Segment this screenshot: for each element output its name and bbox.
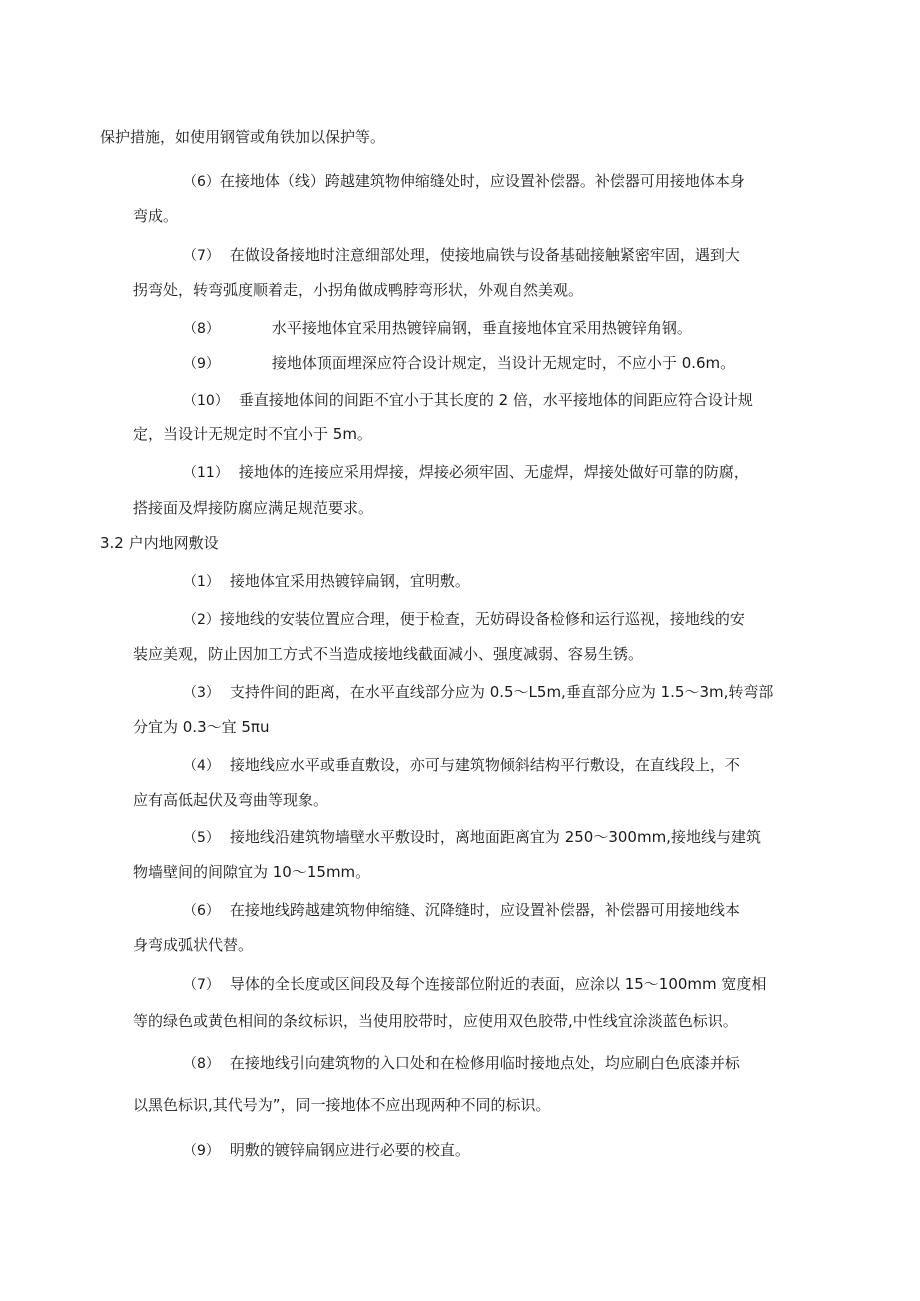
paragraph-line: 定，当设计无规定时不宜小于 5m。 [133, 425, 372, 443]
paragraph-line: 物墙壁间的间隙宜为 10～15mm。 [133, 863, 371, 881]
item-number: （9） [183, 1143, 220, 1159]
item-number: （9） [183, 356, 220, 372]
item-number: （7） [183, 977, 220, 993]
item-text: 支持件间的距离，在水平直线部分应为 0.5～L5m,垂直部分应为 1.5～3m,转弯部 [229, 683, 774, 701]
paragraph-line: 身弯成弧状代替。 [133, 936, 254, 954]
item-number: （11） [183, 465, 229, 481]
paragraph-line: 应有高低起伏及弯曲等现象。 [133, 791, 329, 809]
paragraph-line [183, 570, 470, 593]
item-number: （6） [183, 174, 220, 190]
item-text: 在做设备接地时注意细部处理，使接地扁铁与设备基础接触紧密牢固，遇到大 [229, 246, 740, 264]
item-number: （5） [183, 830, 220, 846]
item-number: （8） [183, 321, 220, 337]
paragraph-line [183, 608, 745, 631]
item-text: 导体的全长度或区间段及每个连接部位附近的表面，应涂以 15～100mm 宽度相 [229, 975, 767, 993]
item-text: 明敷的镀锌扁钢应进行必要的校直。 [229, 1141, 470, 1159]
item-number: （3） [183, 685, 220, 701]
item-text: 接地体顶面埋深应符合设计规定，当设计无规定时，不应小于 0.6m。 [271, 354, 736, 372]
paragraph-line [183, 244, 740, 267]
paragraph-line [183, 899, 740, 922]
paragraph-line [183, 681, 773, 704]
paragraph-line [183, 1052, 740, 1075]
item-text: 接地线的安装位置应合理，便于检查，无妨碍设备检修和运行巡视，接地线的安 [219, 610, 745, 628]
item-number: （8） [183, 1056, 220, 1072]
item-number: （10） [183, 393, 229, 409]
paragraph-line: 弯成。 [133, 207, 179, 225]
paragraph-line: 以黑色标识,其代号为”，同一接地体不应出现两种不同的标识。 [133, 1096, 551, 1114]
item-text: 在接地线引向建筑物的入口处和在检修用临时接地点处，均应刷白色底漆并标 [229, 1054, 740, 1072]
item-text: 接地体宜采用热镀锌扁钢，宜明敷。 [229, 572, 470, 590]
item-text: 水平接地体宜采用热镀锌扁钢，垂直接地体宜采用热镀锌角钢。 [271, 319, 692, 337]
paragraph-line [183, 754, 740, 777]
paragraph-line: 保护措施，如使用钢管或角铁加以保护等。 [100, 128, 386, 146]
paragraph-line [183, 973, 766, 996]
paragraph-line [183, 352, 735, 375]
item-text: 垂直接地体间的间距不宜小于其长度的 2 倍，水平接地体的间距应符合设计规 [238, 391, 753, 409]
paragraph-line: 拐弯处，转弯弧度顺着走，小拐角做成鸭脖弯形状，外观自然美观。 [133, 281, 584, 299]
item-number: （6） [183, 903, 220, 919]
paragraph-line [183, 1139, 470, 1162]
paragraph-line [183, 826, 761, 849]
item-number: （7） [183, 248, 220, 264]
item-number: （4） [183, 758, 220, 774]
section-heading: 3.2 户内地网敷设 [100, 534, 219, 552]
item-number: （2） [183, 612, 220, 628]
paragraph-line [183, 317, 692, 340]
item-text: 接地线应水平或垂直敷设，亦可与建筑物倾斜结构平行敷设，在直线段上，不 [229, 756, 740, 774]
item-text: 接地线沿建筑物墙壁水平敷设时，离地面距离宜为 250～300mm,接地线与建筑 [229, 828, 761, 846]
item-text: 在接地体（线）跨越建筑物伸缩缝处时，应设置补偿器。补偿器可用接地体本身 [219, 172, 745, 190]
paragraph-line: 等的绿色或黄色相间的条纹标识，当使用胶带时，应使用双色胶带,中性线宜涂淡蓝色标识。 [133, 1012, 738, 1030]
paragraph-line [183, 461, 749, 484]
paragraph-line [183, 170, 745, 193]
item-text: 接地体的连接应采用焊接，焊接必须牢固、无虚焊，焊接处做好可靠的防腐， [238, 463, 749, 481]
paragraph-line: 分宜为 0.3～宜 5πu [133, 718, 270, 736]
paragraph-line: 搭接面及焊接防腐应满足规范要求。 [133, 499, 374, 517]
paragraph-line [183, 389, 753, 412]
paragraph-line: 装应美观，防止因加工方式不当造成接地线截面减小、强度减弱、容易生锈。 [133, 645, 644, 663]
item-text: 在接地线跨越建筑物伸缩缝、沉降缝时，应设置补偿器，补偿器可用接地线本 [229, 901, 740, 919]
item-number: （1） [183, 574, 220, 590]
